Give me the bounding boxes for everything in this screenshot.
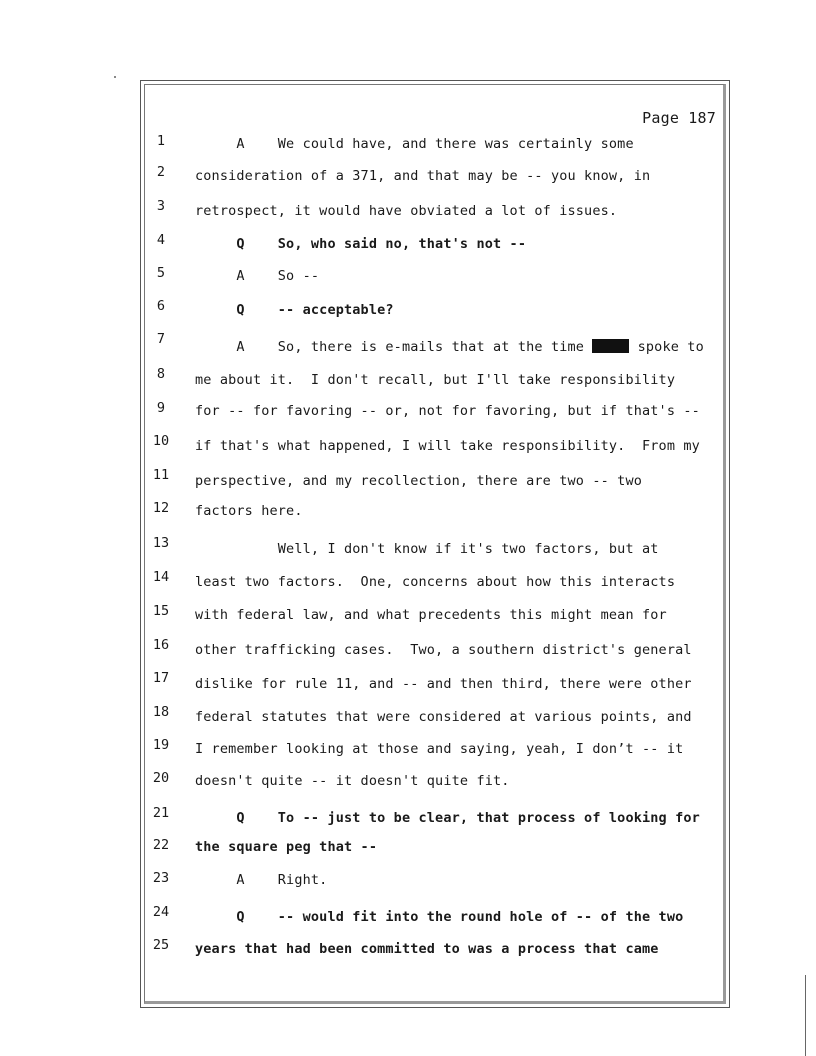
transcript-line: perspective, and my recollection, there are two -- two	[195, 473, 642, 489]
line-number: 15	[152, 603, 170, 619]
transcript-line-part: spoke to	[629, 339, 704, 355]
transcript-line: retrospect, it would have obviated a lot of issues.	[195, 203, 618, 219]
line-number: 8	[156, 366, 166, 382]
line-number: 20	[152, 770, 170, 786]
line-number: 6	[156, 298, 166, 314]
line-number: 25	[152, 937, 170, 953]
line-number: 9	[156, 400, 166, 416]
transcript-line: other trafficking cases. Two, a southern district's general	[195, 642, 692, 658]
line-number: 10	[152, 433, 170, 449]
line-number: 23	[152, 870, 170, 886]
line-number: 12	[152, 500, 170, 516]
transcript-line: dislike for rule 11, and -- and then third, there were other	[195, 676, 692, 692]
line-number: 22	[152, 837, 170, 853]
transcript-line-question: the square peg that --	[195, 839, 378, 855]
line-number: 18	[152, 704, 170, 720]
transcript-line: A Right.	[195, 872, 328, 888]
stray-mark	[114, 76, 116, 78]
transcript-line: for -- for favoring -- or, not for favoring, but if that's --	[195, 403, 700, 419]
transcript-line	[195, 339, 704, 355]
page-number: Page 187	[642, 109, 716, 127]
transcript-line-part: A So, there is e-mails that at the time	[195, 339, 593, 355]
transcript-line: federal statutes that were considered at various points, and	[195, 709, 692, 725]
transcript-line: factors here.	[195, 503, 303, 519]
line-number: 16	[152, 637, 170, 653]
transcript-line: if that's what happened, I will take responsibility. From my	[195, 438, 700, 454]
line-number: 21	[152, 805, 170, 821]
redaction-block	[592, 339, 629, 353]
line-number: 7	[156, 331, 166, 347]
transcript-line: A We could have, and there was certainly some	[195, 136, 634, 152]
line-number: 24	[152, 904, 170, 920]
transcript-line: A So --	[195, 268, 320, 284]
line-number: 1	[156, 133, 166, 149]
transcript-line: doesn't quite -- it doesn't quite fit.	[195, 773, 510, 789]
transcript-line-question: Q -- acceptable?	[195, 302, 394, 318]
line-number: 4	[156, 232, 166, 248]
line-number: 13	[152, 535, 170, 551]
line-number: 19	[152, 737, 170, 753]
transcript-line-question: Q -- would fit into the round hole of -- of the two	[195, 909, 684, 925]
transcript-line: consideration of a 371, and that may be -- you know, in	[195, 168, 651, 184]
transcript-line: I remember looking at those and saying, yeah, I don’t -- it	[195, 741, 684, 757]
transcript-line: least two factors. One, concerns about how this interacts	[195, 574, 676, 590]
transcript-line: with federal law, and what precedents this might mean for	[195, 607, 667, 623]
transcript-line-question: Q To -- just to be clear, that process of looking for	[195, 810, 700, 826]
transcript-line-question: years that had been committed to was a process that came	[195, 941, 659, 957]
line-number: 11	[152, 467, 170, 483]
line-number: 17	[152, 670, 170, 686]
transcript-line: Well, I don't know if it's two factors, but at	[195, 541, 659, 557]
line-number: 2	[156, 164, 166, 180]
transcript-line: me about it. I don't recall, but I'll take responsibility	[195, 372, 676, 388]
line-number: 5	[156, 265, 166, 281]
line-number: 3	[156, 198, 166, 214]
scan-edge-line	[805, 975, 806, 1056]
transcript-line-question: Q So, who said no, that's not --	[195, 236, 527, 252]
line-number: 14	[152, 569, 170, 585]
